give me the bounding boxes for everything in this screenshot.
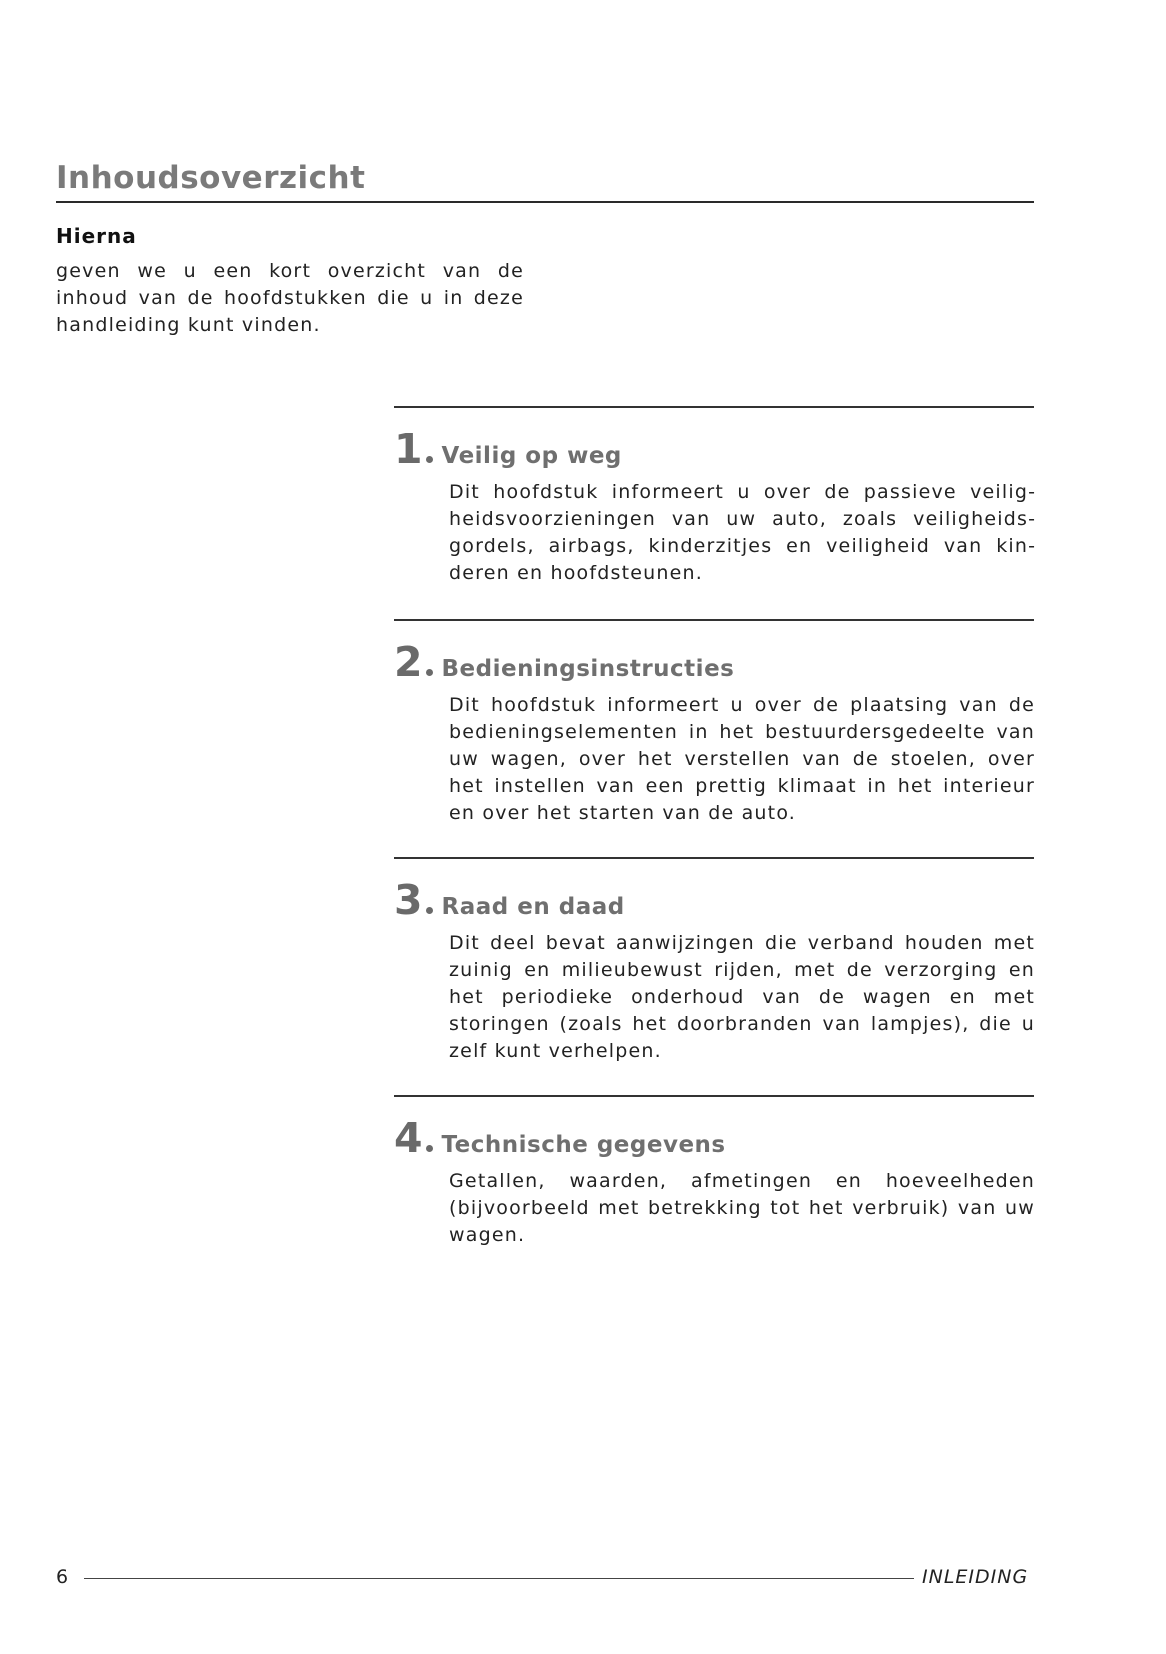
section-number: 2: [394, 638, 423, 686]
section-number: 1: [394, 425, 423, 473]
section-text: Getallen, waarden, afmetingen en hoeveelheden (bijvoorbeeld met betrekking tot het verbruik) van uw wagen.: [449, 1170, 1035, 1246]
section-divider: [394, 406, 1034, 408]
page-title: Inhoudsoverzicht: [56, 160, 366, 196]
footer-divider: [84, 1578, 914, 1579]
chapter-label: INLEIDING: [922, 1566, 1029, 1588]
section-title: Technische gegevens: [441, 1132, 726, 1158]
title-divider: [56, 201, 1034, 203]
section-title: Bedieningsinstructies: [441, 656, 735, 682]
section-bedieningsinstructies: [394, 619, 1036, 829]
section-number: 3: [394, 876, 423, 924]
section-bullet-dot: [426, 907, 433, 914]
section-divider: [394, 1095, 1034, 1097]
section-heading: [394, 875, 625, 925]
page-number: 6: [56, 1566, 69, 1588]
section-divider: [394, 857, 1034, 859]
section-title: Raad en daad: [441, 894, 625, 920]
section-number: 4: [394, 1114, 423, 1162]
section-text: Dit hoofdstuk informeert u over de plaatsing van de bedieningselementen in het bestuurdersgedeelte van uw wagen, over het verstellen van de stoelen, over het instellen van een prettig klimaat in het interieur en over het starten van de auto.: [449, 694, 1035, 824]
section-text: Dit deel bevat aanwijzingen die verband houden met zuinig en milieubewust rijden, met de verzorging en het periodieke onderhoud van de wagen en met storingen (zoals het doorbranden van lampjes), die u zelf kunt verhelpen.: [449, 932, 1035, 1062]
section-bullet-dot: [426, 1145, 433, 1152]
section-bullet-dot: [426, 456, 433, 463]
section-text: Dit hoofdstuk informeert u over de passieve veiligheidsvoorzieningen van uw auto, zoals veiligheidsgordels, airbags, kinderzitjes en veiligheid van kinderen en hoofdsteunen.: [449, 481, 1035, 584]
section-raad-en-daad: [394, 857, 1036, 1067]
section-heading: [394, 1113, 726, 1163]
section-technische-gegevens: [394, 1095, 1036, 1255]
intro-text: geven we u een kort overzicht van de inhoud van de hoofdstukken die u in deze handleiding kunt vinden.: [56, 260, 524, 336]
section-title: Veilig op weg: [441, 443, 622, 469]
section-veilig-op-weg: [394, 406, 1036, 586]
section-heading: [394, 424, 622, 474]
section-bullet-dot: [426, 669, 433, 676]
section-heading: [394, 637, 734, 687]
intro-heading: Hierna: [56, 224, 137, 248]
section-divider: [394, 619, 1034, 621]
